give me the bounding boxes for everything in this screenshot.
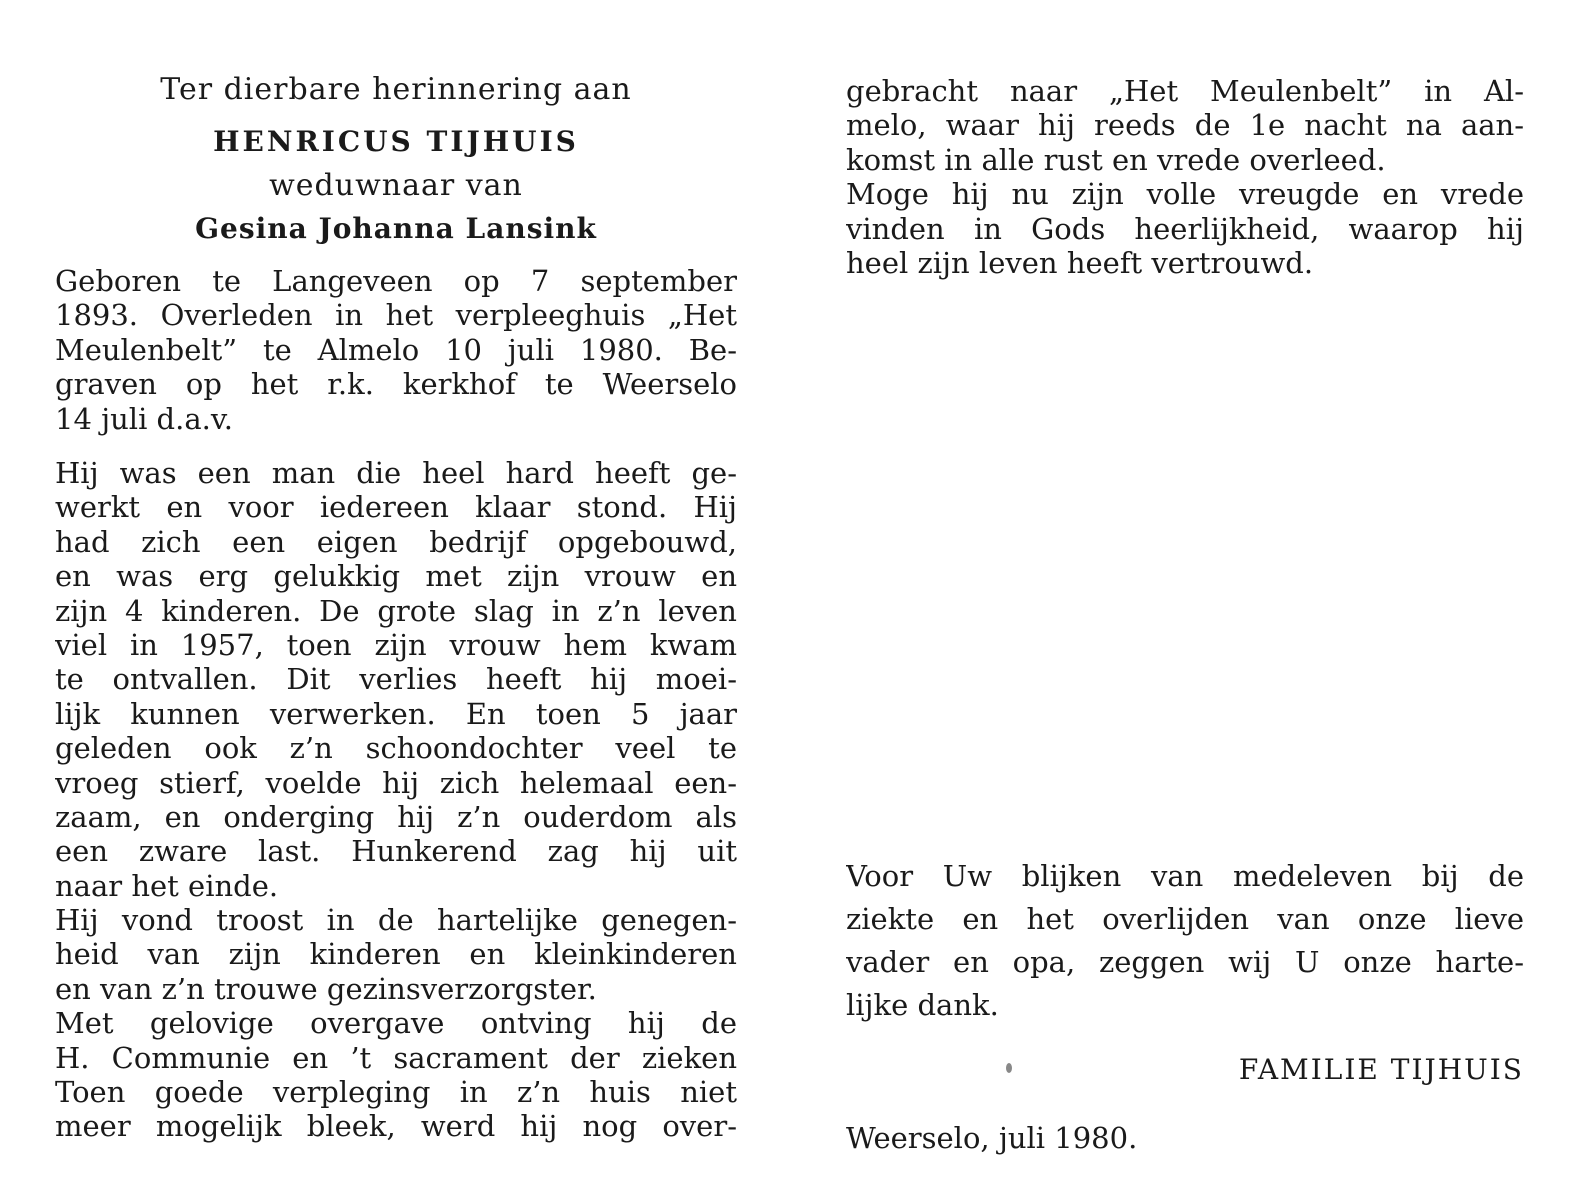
text-line: had zich een eigen bedrijf opgebouwd, xyxy=(55,524,737,559)
text-line: Hij vond troost in de hartelijke genegen- xyxy=(55,903,737,938)
text-line: werkt en voor iedereen klaar stond. Hij xyxy=(55,490,737,525)
text-line: lijke dank. xyxy=(846,988,999,1022)
text-line: 14 juli d.a.v. xyxy=(55,401,234,436)
text-line: Toen goede verpleging in z’n huis niet xyxy=(55,1075,737,1110)
text-line: komst in alle rust en vrede overleed. xyxy=(846,142,1386,177)
text-line: Geboren te Langeveen op 7 september xyxy=(55,264,737,298)
right-page xyxy=(846,0,1524,1200)
text-line: Meulenbelt” te Almelo 10 juli 1980. Be- xyxy=(55,332,737,367)
deceased-name: HENRICUS TIJHUIS xyxy=(213,125,579,158)
text-line: naar het einde. xyxy=(55,868,279,903)
text-line: gebracht naar „Het Meulenbelt” in Al- xyxy=(846,74,1524,108)
text-line: 1893. Overleden in het verpleeghuis „Het xyxy=(55,298,737,333)
life-paragraph xyxy=(55,456,737,1144)
text-line: Hij was een man die heel hard heeft ge- xyxy=(55,456,737,490)
text-line: zaam, en onderging hij z’n ouderdom als xyxy=(55,799,737,834)
birth-death-paragraph xyxy=(55,264,737,436)
text-line: meer mogelijk bleek, werd hij nog over- xyxy=(55,1109,737,1144)
text-line: heid van zijn kinderen en kleinkinderen xyxy=(55,937,737,972)
text-line: lijk kunnen verwerken. En toen 5 jaar xyxy=(55,696,737,731)
text-line: ziekte en het overlijden van onze lieve xyxy=(846,902,1524,936)
text-line: H. Communie en ’t sacrament der zieken xyxy=(55,1040,737,1075)
ink-speck xyxy=(1006,1063,1012,1073)
text-line: te ontvallen. Dit verlies heeft hij moei- xyxy=(55,662,737,697)
text-line: en was erg gelukkig met zijn vrouw en xyxy=(55,559,737,594)
text-line: Voor Uw blijken van medeleven bij de xyxy=(846,859,1524,893)
text-line: Moge hij nu zijn volle vreugde en vrede xyxy=(846,177,1524,212)
thanks-paragraph xyxy=(846,855,1524,1027)
text-line: Met gelovige overgave ontving hij de xyxy=(55,1006,737,1041)
text-line: geleden ook z’n schoondochter veel te xyxy=(55,731,737,766)
text-line: melo, waar hij reeds de 1e nacht na aan- xyxy=(846,108,1524,143)
text-line: een zware last. Hunkerend zag hij uit xyxy=(55,834,737,869)
text-line: viel in 1957, toen zijn vrouw hem kwam xyxy=(55,627,737,662)
continuation-paragraph xyxy=(846,74,1524,280)
place-date: Weerselo, juli 1980. xyxy=(846,1121,1138,1155)
spouse-name: Gesina Johanna Lansink xyxy=(195,212,597,245)
text-line: en van z’n trouwe gezinsverzorgster. xyxy=(55,971,597,1006)
text-line: heel zijn leven heeft vertrouwd. xyxy=(846,245,1314,280)
intro-text: Ter dierbare herinnering aan xyxy=(160,72,632,107)
text-line: vader en opa, zeggen wij U onze harte- xyxy=(846,945,1524,979)
text-line: vroeg stierf, voelde hij zich helemaal een- xyxy=(55,765,737,800)
left-page xyxy=(55,0,737,1200)
text-line: zijn 4 kinderen. De grote slag in z’n leven xyxy=(55,593,737,628)
text-line: vinden in Gods heerlijkheid, waarop hij xyxy=(846,211,1524,246)
widow-of-text: weduwnaar van xyxy=(269,168,523,203)
text-line: graven op het r.k. kerkhof te Weerselo xyxy=(55,367,737,402)
family-signature: FAMILIE TIJHUIS xyxy=(1238,1053,1524,1086)
